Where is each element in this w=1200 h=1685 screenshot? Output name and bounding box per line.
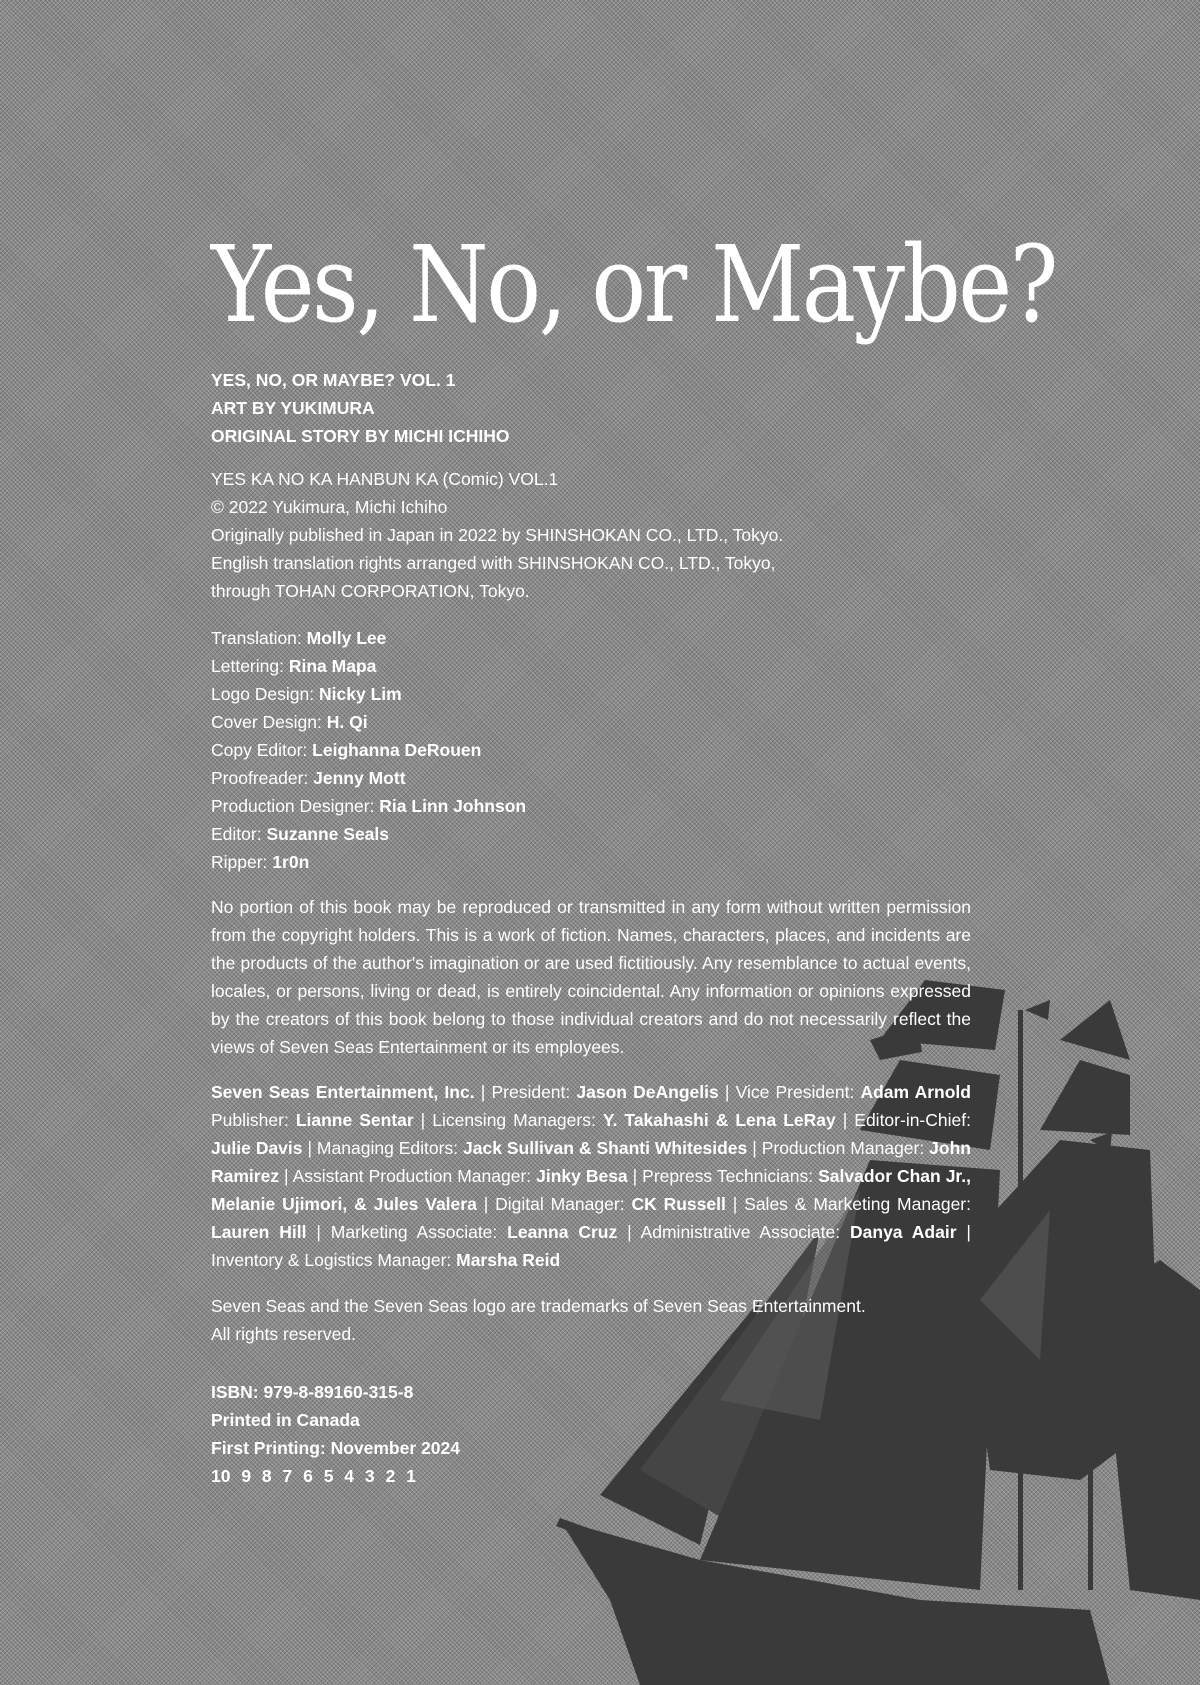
credit-name: Molly Lee (306, 628, 387, 648)
trademark-line: Seven Seas and the Seven Seas logo are trademarks of Seven Seas Entertainment. (211, 1296, 866, 1316)
staff-label: | Inventory & Logistics Manager: (211, 1222, 971, 1270)
credit-role: Proofreader: (211, 768, 309, 788)
staff-label: | Marketing Associate: (306, 1222, 508, 1242)
staff-name: Y. Takahashi & Lena LeRay (602, 1110, 836, 1130)
credit-name: Suzanne Seals (266, 824, 390, 844)
legal-notice-text: No portion of this book may be reproduced or transmitted in any form without written permission from the copyright holders. This is a work of fiction. Names, characters, places, and incidents are the products of the author's imagination or are used fictitiously. Any resemblance to actual events, locales, or persons, living or dead, is entirely coincidental. Any information or opinions expressed by the creators of this book belong to those individual creators and do not necessarily reflect the views of Seven Seas Entertainment or its employees. (211, 897, 971, 1057)
series-logo-title: Yes, No, or Maybe? (211, 223, 1056, 346)
staff-name: Marsha Reid (456, 1250, 561, 1270)
credit-row (211, 680, 971, 708)
agency-line: through TOHAN CORPORATION, Tokyo. (211, 581, 530, 601)
staff-label: | Production Manager: (747, 1138, 930, 1158)
staff-label: | President: (474, 1082, 577, 1102)
staff-text (211, 1078, 971, 1274)
story-credit: ORIGINAL STORY BY MICHI ICHIHO (211, 426, 510, 446)
copyright-line: © 2022 Yukimura, Michi Ichiho (211, 497, 448, 517)
credit-role: Production Designer: (211, 796, 375, 816)
rights-reserved-line: All rights reserved. (211, 1324, 356, 1344)
credit-name: H. Qi (326, 712, 368, 732)
staff-name: Lauren Hill (211, 1222, 307, 1242)
staff-label: | Vice President: (718, 1082, 861, 1102)
credit-role: Logo Design: (211, 684, 315, 704)
staff-label: | Prepress Technicians: (627, 1166, 819, 1186)
credit-role: Lettering: (211, 656, 284, 676)
staff-block (211, 1078, 971, 1274)
credit-name: Rina Mapa (288, 656, 377, 676)
legal-notice (211, 893, 971, 1061)
credit-row (211, 652, 971, 680)
staff-name: Adam Arnold (860, 1082, 971, 1102)
staff-name: Leanna Cruz (507, 1222, 618, 1242)
staff-label: | Sales & Marketing Manager: (725, 1194, 971, 1214)
credit-name: Nicky Lim (319, 684, 402, 704)
staff-name: Jinky Besa (536, 1166, 628, 1186)
original-publication-line: Originally published in Japan in 2022 by SHINSHOKAN CO., LTD., Tokyo. (211, 525, 784, 545)
staff-name: Jason DeAngelis (576, 1082, 719, 1102)
printed-in: Printed in Canada (211, 1410, 360, 1430)
credit-row (211, 820, 971, 848)
staff-label: | Managing Editors: (302, 1138, 463, 1158)
publication-info (211, 1378, 971, 1490)
credit-row (211, 624, 971, 652)
credit-row (211, 792, 971, 820)
staff-name: Salvador Chan Jr., Melanie Ujimori, & Jules Valera (211, 1166, 971, 1214)
staff-name: Jack Sullivan & Shanti Whitesides (463, 1138, 748, 1158)
credit-name: 1r0n (272, 852, 310, 872)
art-credit: ART BY YUKIMURA (211, 398, 375, 418)
title-block (211, 366, 971, 450)
credit-role: Cover Design: (211, 712, 322, 732)
print-line: 10 9 8 7 6 5 4 3 2 1 (211, 1466, 416, 1486)
staff-label: | Administrative Associate: (617, 1222, 851, 1242)
volume-title: YES, NO, OR MAYBE? VOL. 1 (211, 370, 456, 390)
credit-row (211, 708, 971, 736)
credit-name: Leighanna DeRouen (312, 740, 482, 760)
translation-rights-line: English translation rights arranged with SHINSHOKAN CO., LTD., Tokyo, (211, 553, 776, 573)
staff-name: John Ramirez (211, 1138, 971, 1186)
credit-role: Ripper: (211, 852, 268, 872)
trademark-block (211, 1292, 971, 1348)
staff-label: | Digital Manager: (476, 1194, 632, 1214)
isbn: ISBN: 979-8-89160-315-8 (211, 1382, 414, 1402)
staff-name: CK Russell (631, 1194, 726, 1214)
staff-label: | Editor-in-Chief: (835, 1110, 971, 1130)
staff-label: | Licensing Managers: (413, 1110, 603, 1130)
credits-block (211, 624, 971, 876)
credit-role: Copy Editor: (211, 740, 308, 760)
credit-name: Jenny Mott (313, 768, 406, 788)
staff-label: | Assistant Production Manager: (279, 1166, 537, 1186)
staff-name: Julie Davis (211, 1138, 303, 1158)
credit-row (211, 736, 971, 764)
staff-label: Publisher: (211, 1110, 296, 1130)
original-title: YES KA NO KA HANBUN KA (Comic) VOL.1 (211, 469, 559, 489)
credit-row (211, 764, 971, 792)
original-edition-block (211, 465, 971, 605)
credit-role: Editor: (211, 824, 262, 844)
staff-name: Danya Adair (850, 1222, 957, 1242)
credit-role: Translation: (211, 628, 302, 648)
credit-row (211, 848, 971, 876)
credit-name: Ria Linn Johnson (379, 796, 527, 816)
company-name: Seven Seas Entertainment, Inc. (211, 1082, 475, 1102)
staff-name: Lianne Sentar (295, 1110, 414, 1130)
first-printing: First Printing: November 2024 (211, 1438, 460, 1458)
